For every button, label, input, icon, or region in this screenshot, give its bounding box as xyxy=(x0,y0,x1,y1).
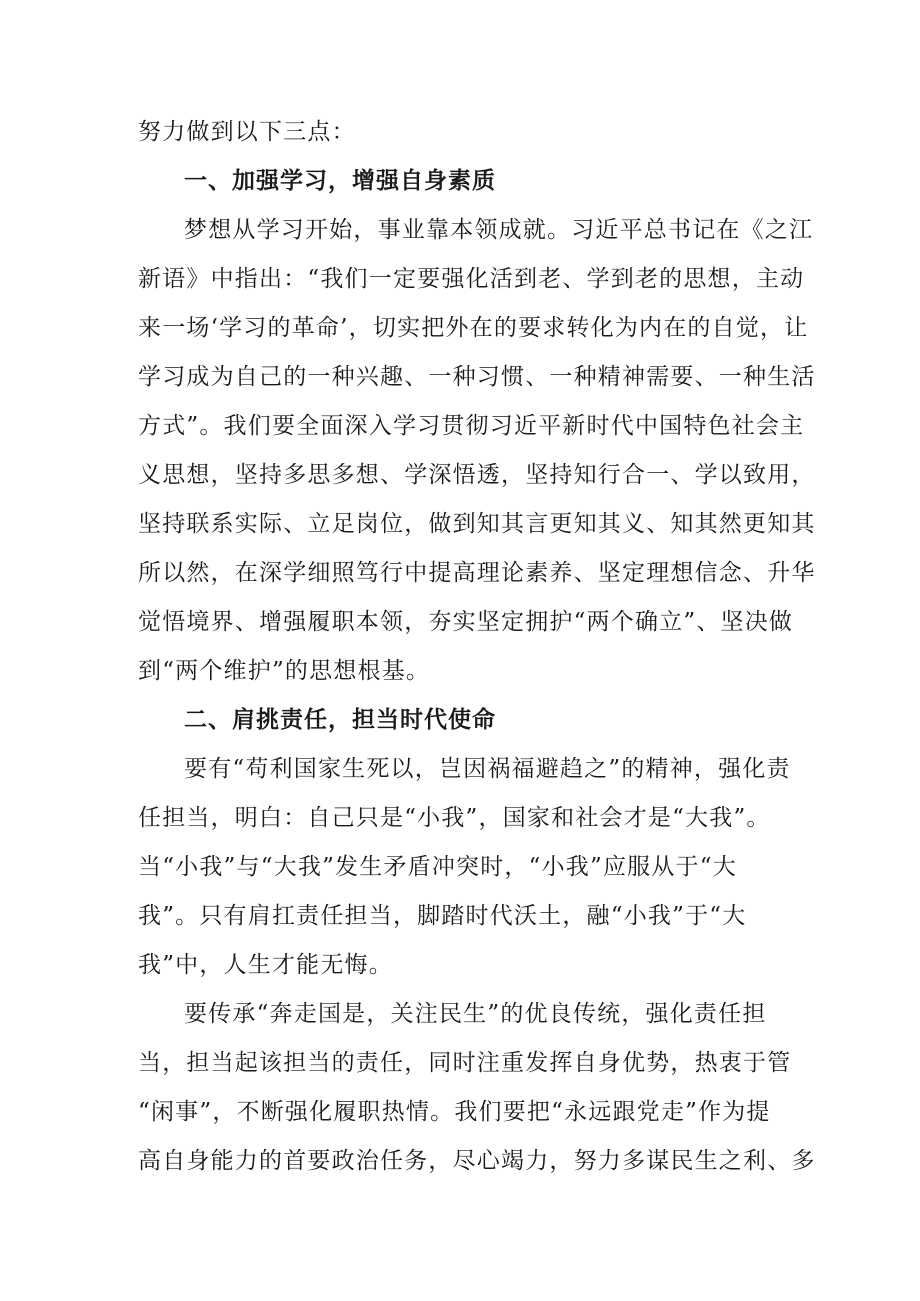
section-2-para-2-line: 高自身能力的首要政治任务，尽心竭力，努力多谋民生之利、多 xyxy=(138,1148,816,1174)
section-1-line: 方式”。我们要全面深入学习贯彻习近平新时代中国特色社会主 xyxy=(138,413,805,439)
intro-line: 努力做到以下三点： xyxy=(138,119,356,145)
section-2-para-1-line: 任担当，明白：自己只是“小我”，国家和社会才是“大我”。 xyxy=(138,805,771,831)
section-1-line: 坚持联系实际、立足岗位，做到知其言更知其义、知其然更知其 xyxy=(138,511,816,537)
section-1-line: 学习成为自己的一种兴趣、一种习惯、一种精神需要、一种生活 xyxy=(138,364,816,390)
section-1-line: 义思想，坚持多思多想、学深悟透，坚持知行合一、学以致用， xyxy=(138,462,816,488)
section-2-para-2-line: 要传承“奔走国是，关注民生”的优良传统，强化责任担 xyxy=(184,1001,767,1027)
section-2-para-2-line: 当，担当起该担当的责任，同时注重发挥自身优势，热衷于管 xyxy=(138,1050,792,1076)
section-2-para-1-line: 当“小我”与“大我”发生矛盾冲突时，“小我”应服从于“大 xyxy=(138,854,737,880)
section-1-line: 觉悟境界、增强履职本领，夯实坚定拥护“两个确立”、坚决做 xyxy=(138,609,794,635)
section-2-para-2-line: “闲事”，不断强化履职热情。我们要把“永远跟党走”作为提 xyxy=(138,1099,771,1125)
section-1-line: 来一场‘学习的革命’，切实把外在的要求转化为内在的自觉，让 xyxy=(138,315,809,341)
section-2-para-1-line: 我”中，人生才能无悔。 xyxy=(138,952,393,978)
section-2-para-1-line: 要有“苟利国家生死以，岂因祸福避趋之”的精神，强化责 xyxy=(184,756,791,782)
section-1-heading: 一、加强学习，增强自身素质 xyxy=(184,168,496,194)
section-2-para-1-line: 我”。只有肩扛责任担当，脚踏时代沃土，融“小我”于“大 xyxy=(138,903,747,929)
section-1-line: 新语》中指出：“我们一定要强化活到老、学到老的思想，主动 xyxy=(138,266,805,292)
section-1-line: 梦想从学习开始，事业靠本领成就。习近平总书记在《之江 xyxy=(184,217,814,243)
section-2-heading: 二、肩挑责任，担当时代使命 xyxy=(184,707,496,733)
section-1-line: 所以然，在深学细照笃行中提高理论素养、坚定理想信念、升华 xyxy=(138,560,816,586)
section-1-line: 到“两个维护”的思想根基。 xyxy=(138,658,431,684)
